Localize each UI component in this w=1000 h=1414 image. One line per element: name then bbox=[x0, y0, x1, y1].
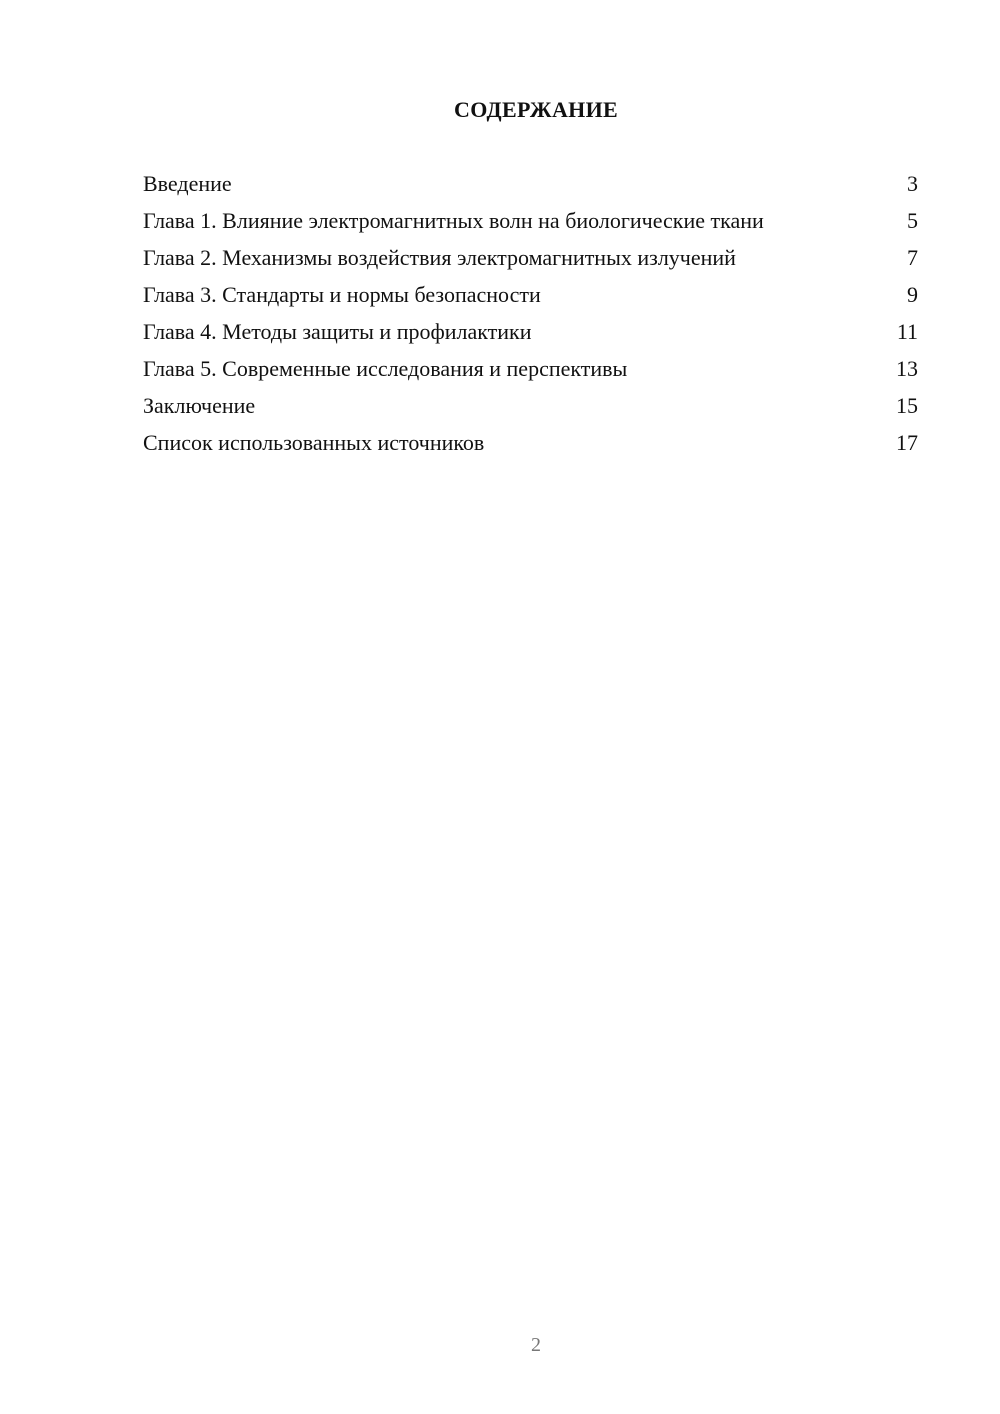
toc-item-text: Глава 3. Стандарты и нормы безопасности bbox=[143, 282, 541, 307]
toc-item-text: Глава 5. Современные исследования и перспективы bbox=[143, 356, 628, 381]
toc-item-text: Заключение bbox=[143, 393, 256, 418]
toc-item-page: 9 bbox=[907, 282, 918, 307]
toc-item-chapter-5 bbox=[143, 355, 918, 382]
toc-item-text: Глава 1. Влияние электромагнитных волн на биологические ткани bbox=[143, 208, 764, 233]
toc-item-text: Список использованных источников bbox=[143, 430, 485, 455]
toc-item-page: 17 bbox=[896, 430, 918, 455]
toc-item-conclusion bbox=[143, 392, 918, 419]
toc-item-text: Глава 4. Методы защиты и профилактики bbox=[143, 319, 532, 344]
toc-item-page: 7 bbox=[907, 245, 918, 270]
toc-item-introduction bbox=[143, 170, 918, 197]
table-of-contents bbox=[143, 170, 918, 466]
page-number: 2 bbox=[531, 1334, 541, 1356]
toc-item-chapter-3 bbox=[143, 281, 918, 308]
toc-item-text: Введение bbox=[143, 171, 232, 196]
toc-item-text: Глава 2. Механизмы воздействия электромагнитных излучений bbox=[143, 245, 736, 270]
toc-item-chapter-2 bbox=[143, 244, 918, 271]
toc-item-page: 3 bbox=[907, 171, 918, 196]
toc-item-chapter-4 bbox=[143, 318, 918, 345]
page-title: СОДЕРЖАНИЕ bbox=[454, 97, 618, 122]
toc-item-page: 11 bbox=[896, 319, 918, 344]
toc-item-page: 13 bbox=[896, 356, 918, 381]
toc-item-page: 5 bbox=[907, 208, 918, 233]
toc-item-references bbox=[143, 429, 918, 456]
toc-item-page: 15 bbox=[896, 393, 918, 418]
toc-item-chapter-1 bbox=[143, 207, 918, 234]
